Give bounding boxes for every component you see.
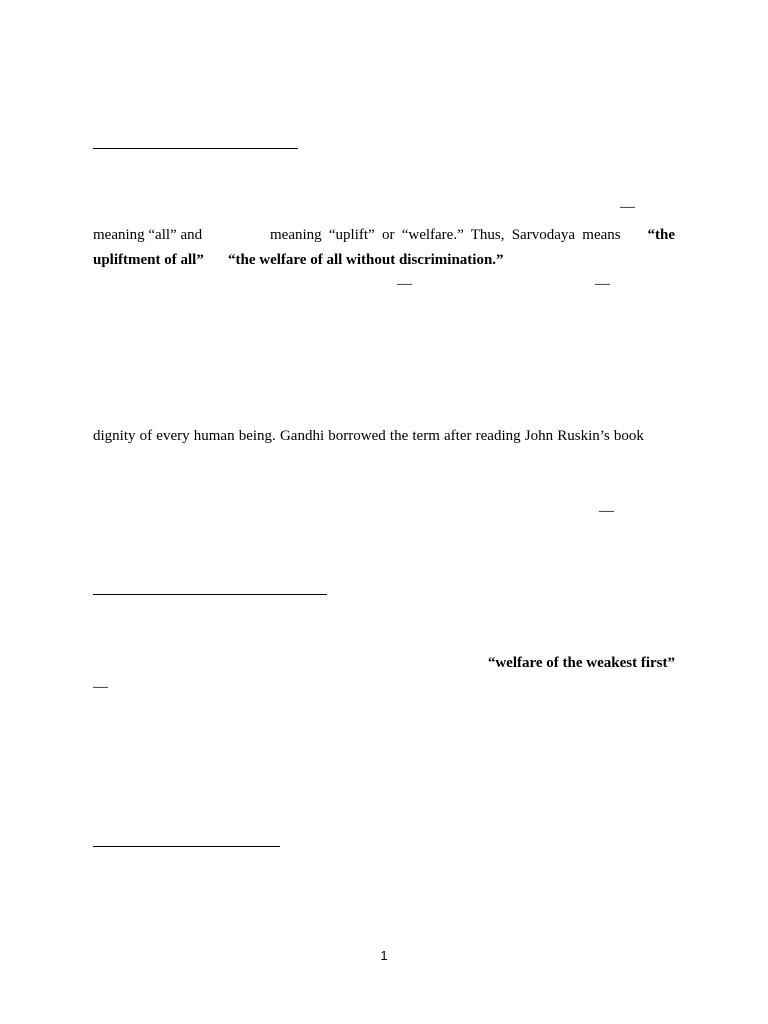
- text-fragment: dignity of every human being. Gandhi borrowed the term after reading John Ruskin’s book: [93, 428, 644, 444]
- bold-text: upliftment of all”: [93, 252, 204, 268]
- em-dash: —: [599, 503, 614, 519]
- footnote-separator: [93, 846, 280, 847]
- bold-text: “welfare of the weakest first”: [487, 655, 675, 671]
- page-number: 1: [380, 948, 388, 963]
- paragraph-line: [93, 226, 675, 244]
- em-dash: —: [93, 679, 108, 695]
- em-dash: —: [595, 276, 610, 292]
- text-fragment: meaning “all” and: [93, 227, 203, 243]
- paragraph-line: [93, 251, 675, 269]
- heading-underline-2: [93, 594, 327, 595]
- bold-text: “the welfare of all without discrimination.”: [228, 252, 504, 268]
- em-dash: —: [397, 276, 412, 292]
- em-dash: —: [620, 199, 635, 215]
- paragraph-line: [93, 654, 675, 672]
- bold-text: “the: [647, 227, 675, 243]
- text-fragment: meaning “uplift” or “welfare.” Thus, Sarvodaya means: [270, 227, 621, 243]
- heading-underline-1: [93, 148, 298, 149]
- paragraph-line: [93, 427, 675, 445]
